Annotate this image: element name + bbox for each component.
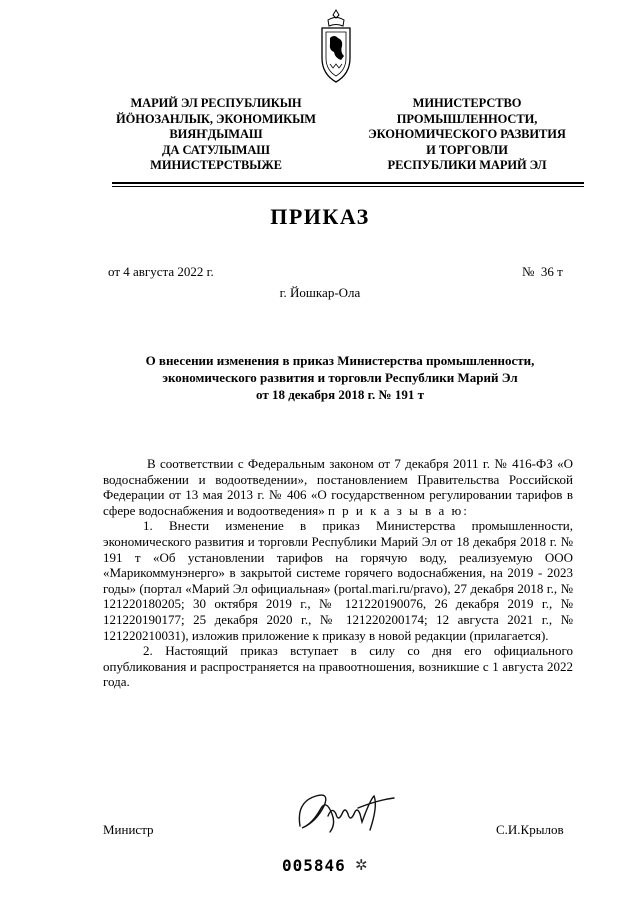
coat-of-arms-icon: [316, 8, 356, 88]
order-subject: О внесении изменения в приказ Министерства промышленности, экономического развития и торговли Республики Марий Эл от 18 декабря 2018 г. № 191 т: [145, 353, 535, 402]
item-2-paragraph: 2. Настоящий приказ вступает в силу со дня его официального опубликования и распространяется на правоотношения, возникшие с 1 августа 2022 года.: [103, 643, 573, 690]
item-1-paragraph: 1. Внести изменение в приказ Министерства промышленности, экономического развития и торговли Республики Марий Эл от 18 декабря 2018 г. № 191 т «Об установлении тарифов на горячую воду, реализуемую ООО «Марикоммунэнерго» в закрытой системе горячего водоснабжения, на 2019 - 2023 годы» (портал «Марий Эл официальная» (portal.mari.ru/pravo), 27 декабря 2018 г., № 121220180205; 30 октября 2019 г., № 121220190076, 26 декабря 2019 г., № 121220190177; 25 декабря 2020 г., № 121220200174; 12 августа 2021 г., № 121220210031), изложив приложение к приказу в новой редакции (прилагается).: [103, 518, 573, 643]
signatory-name: С.И.Крылов: [496, 822, 564, 837]
header-divider-thin: [112, 186, 584, 187]
order-word: п р и к а з ы в а ю: [327, 502, 464, 518]
ministry-name-mari: МАРИЙ ЭЛ РЕСПУБЛИКЫН ЙӦНОЗАНЛЫК, ЭКОНОМИКЫМ ВИЯҤДЫМАШ ДА САТУЛЫМАШ МИНИСТЕРСТВЫЖЕ: [116, 96, 316, 172]
star-mark-icon: ✲: [355, 858, 368, 874]
order-city: г. Йошкар-Ола: [279, 285, 361, 300]
order-number: № 36 т: [522, 264, 563, 279]
order-date: от 4 августа 2022 г.: [108, 264, 214, 279]
header-divider-thick: [112, 182, 584, 184]
signatory-position: Министр: [103, 822, 154, 837]
ministry-name-russian: МИНИСТЕРСТВО ПРОМЫШЛЕННОСТИ, ЭКОНОМИЧЕСКОГО РАЗВИТИЯ И ТОРГОВЛИ РЕСПУБЛИКИ МАРИЙ ЭЛ: [368, 96, 566, 172]
order-body: [103, 456, 573, 690]
handwritten-signature: [282, 786, 412, 846]
serial-number: 005846: [282, 856, 346, 875]
preamble-paragraph: В соответствии с Федеральным законом от 7 декабря 2011 г. № 416-ФЗ «О водоснабжении и водоотведении», постановлением Правительства Российской Федерации от 13 мая 2013 г. № 406 «О государственном регулировании тарифов в сфере водоснабжения и водоотведения» п р и к а з ы в а ю:: [103, 456, 573, 518]
document-title: ПРИКАЗ: [270, 204, 370, 229]
